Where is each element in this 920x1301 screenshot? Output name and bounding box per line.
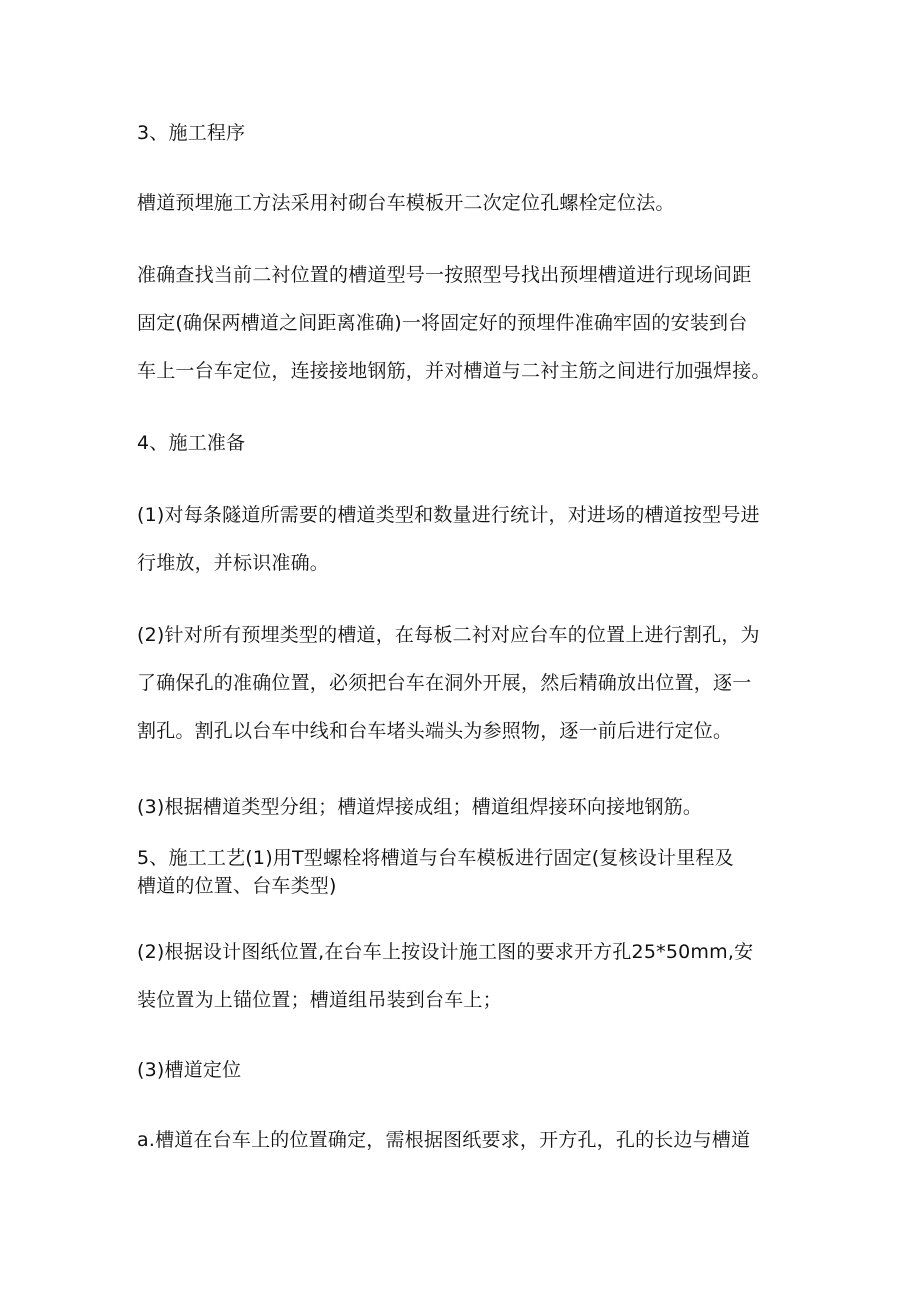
section-3-paragraph-2-line-1: 准确查找当前二衬位置的槽道型号一按照型号找出预埋槽道进行现场间距 xyxy=(137,264,752,286)
section-5-item-a: a.槽道在台车上的位置确定，需根据图纸要求，开方孔，孔的长边与槽道 xyxy=(137,1129,751,1151)
section-5-heading-line-2: 槽道的位置、台车类型) xyxy=(137,875,337,897)
section-4-item-2-line-3: 割孔。割孔以台车中线和台车堵头端头为参照物，逐一前后进行定位。 xyxy=(137,720,733,742)
section-4-item-1-line-1: (1)对每条隧道所需要的槽道类型和数量进行统计，对进场的槽道按型号进 xyxy=(137,504,760,526)
section-4-item-2-line-2: 了确保孔的准确位置，必须把台车在洞外开展，然后精确放出位置，逐一 xyxy=(137,672,752,694)
section-3-paragraph-2-line-2: 固定(确保两槽道之间距离准确)一将固定好的预埋件准确牢固的安装到台 xyxy=(137,312,748,334)
section-5-heading-line-1: 5、施工工艺(1)用T型螺栓将槽道与台车模板进行固定(复核设计里程及 xyxy=(137,847,734,869)
section-4-heading: 4、施工准备 xyxy=(137,432,246,454)
section-5-item-3: (3)槽道定位 xyxy=(137,1059,242,1081)
section-5-item-2-line-2: 装位置为上锚位置；槽道组吊装到台车上； xyxy=(137,989,502,1011)
section-3-paragraph-2-line-3: 车上一台车定位，连接接地钢筋，并对槽道与二衬主筋之间进行加强焊接。 xyxy=(137,360,771,382)
section-4-item-2-line-1: (2)针对所有预埋类型的槽道，在每板二衬对应台车的位置上进行割孔，为 xyxy=(137,624,760,646)
section-4-item-1-line-2: 行堆放，并标识准确。 xyxy=(137,552,330,574)
section-5-item-2-line-1: (2)根据设计图纸位置,在台车上按设计施工图的要求开方孔25*50mm,安 xyxy=(137,941,754,963)
section-3-paragraph-1: 槽道预埋施工方法采用衬砌台车模板开二次定位孔螺栓定位法。 xyxy=(137,192,675,214)
section-4-item-3: (3)根据槽道类型分组；槽道焊接成组；槽道组焊接环向接地钢筋。 xyxy=(137,796,703,818)
section-3-heading: 3、施工程序 xyxy=(137,122,246,144)
